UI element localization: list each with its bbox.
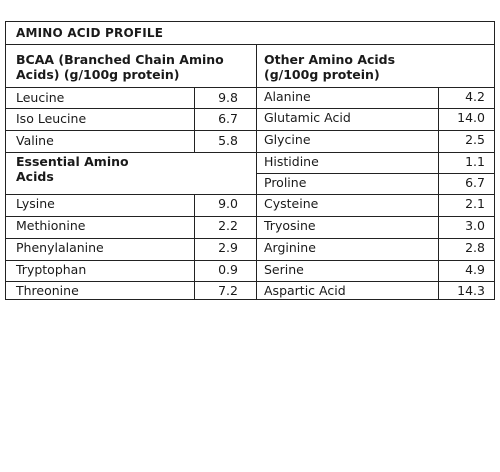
value-column-line [194,194,195,299]
other-row-name: Serine [264,262,304,277]
essential-row-value: 7.2 [218,283,238,298]
other-row-value: 3.0 [465,218,485,233]
other-heading [264,52,395,82]
bcaa-heading-line-1: BCAA (Branched Chain Amino [16,52,224,67]
essential-row-value: 2.9 [218,240,238,255]
other-row-name: Alanine [264,89,311,104]
other-row-value: 14.0 [457,110,485,125]
essential-row-name: Phenylalanine [16,240,104,255]
bcaa-row-name: Leucine [16,90,65,105]
other-heading-line-2: (g/100g protein) [264,67,380,82]
bcaa-row-value: 5.8 [218,133,238,148]
other-row-value: 4.9 [465,262,485,277]
bcaa-row-value: 6.7 [218,111,238,126]
other-row-value: 2.5 [465,132,485,147]
other-row-name: Histidine [264,154,319,169]
essential-row-value: 2.2 [218,218,238,233]
other-row-name: Arginine [264,240,316,255]
value-column-line [194,87,195,152]
other-row-value: 14.3 [457,283,485,298]
other-row-name: Cysteine [264,196,319,211]
essential-heading [16,154,129,184]
other-row-name: Glutamic Acid [264,110,351,125]
essential-row-name: Methionine [16,218,86,233]
row-line [6,152,256,153]
essential-row-name: Tryptophan [16,262,87,277]
other-row-value: 1.1 [465,154,485,169]
amino-acid-profile-table [5,21,495,300]
essential-heading-line-1: Essential Amino [16,154,129,169]
other-row-name: Glycine [264,132,311,147]
table-title: AMINO ACID PROFILE [6,22,494,45]
other-row-name: Tryosine [264,218,316,233]
value-column-line [438,87,439,299]
essential-heading-line-2: Acids [16,169,54,184]
other-row-value: 2.1 [465,196,485,211]
other-row-name: Proline [264,175,307,190]
bcaa-row-name: Iso Leucine [16,111,87,126]
bcaa-heading [16,52,224,82]
essential-row-name: Lysine [16,196,55,211]
other-row-value: 6.7 [465,175,485,190]
other-row-value: 2.8 [465,240,485,255]
bcaa-row-name: Valine [16,133,54,148]
other-row-name: Aspartic Acid [264,283,346,298]
other-heading-line-1: Other Amino Acids [264,52,396,67]
bcaa-heading-line-2: Acids) (g/100g protein) [16,67,180,82]
bcaa-row-value: 9.8 [218,90,238,105]
essential-row-value: 0.9 [218,262,238,277]
essential-row-name: Threonine [16,283,79,298]
other-row-value: 4.2 [465,89,485,104]
essential-row-value: 9.0 [218,196,238,211]
